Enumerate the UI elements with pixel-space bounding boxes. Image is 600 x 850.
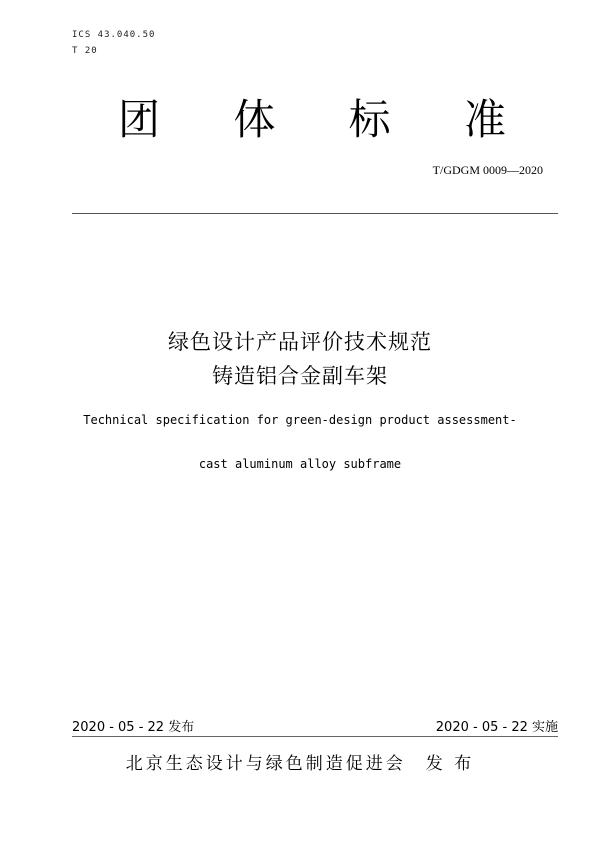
title-cn-line1: 绿色设计产品评价技术规范 (168, 330, 432, 354)
ccs-code: T 20 (72, 46, 98, 56)
header-divider (72, 213, 558, 214)
standard-number: T/GDGM 0009—2020 (432, 163, 543, 177)
standard-type-heading (72, 94, 558, 146)
standard-type-char: 体 (233, 95, 276, 144)
publish-date: 2020 - 05 - 22 发布 (72, 720, 195, 735)
title-en-line2: cast aluminum alloy subframe (198, 457, 402, 471)
standard-type-char: 准 (463, 95, 506, 144)
ics-code: ICS 43.040.50 (72, 30, 156, 40)
issuer: 北京生态设计与绿色制造促进会 发 布 (125, 754, 475, 774)
standard-type-char: 团 (118, 95, 161, 144)
title-en-line1: Technical specification for green-design product assessment- (83, 413, 517, 427)
standard-type-char: 标 (348, 95, 391, 144)
title-cn-line2: 铸造铝合金副车架 (212, 364, 388, 388)
footer-divider (72, 736, 558, 737)
implementation-date: 2020 - 05 - 22 实施 (435, 720, 558, 735)
